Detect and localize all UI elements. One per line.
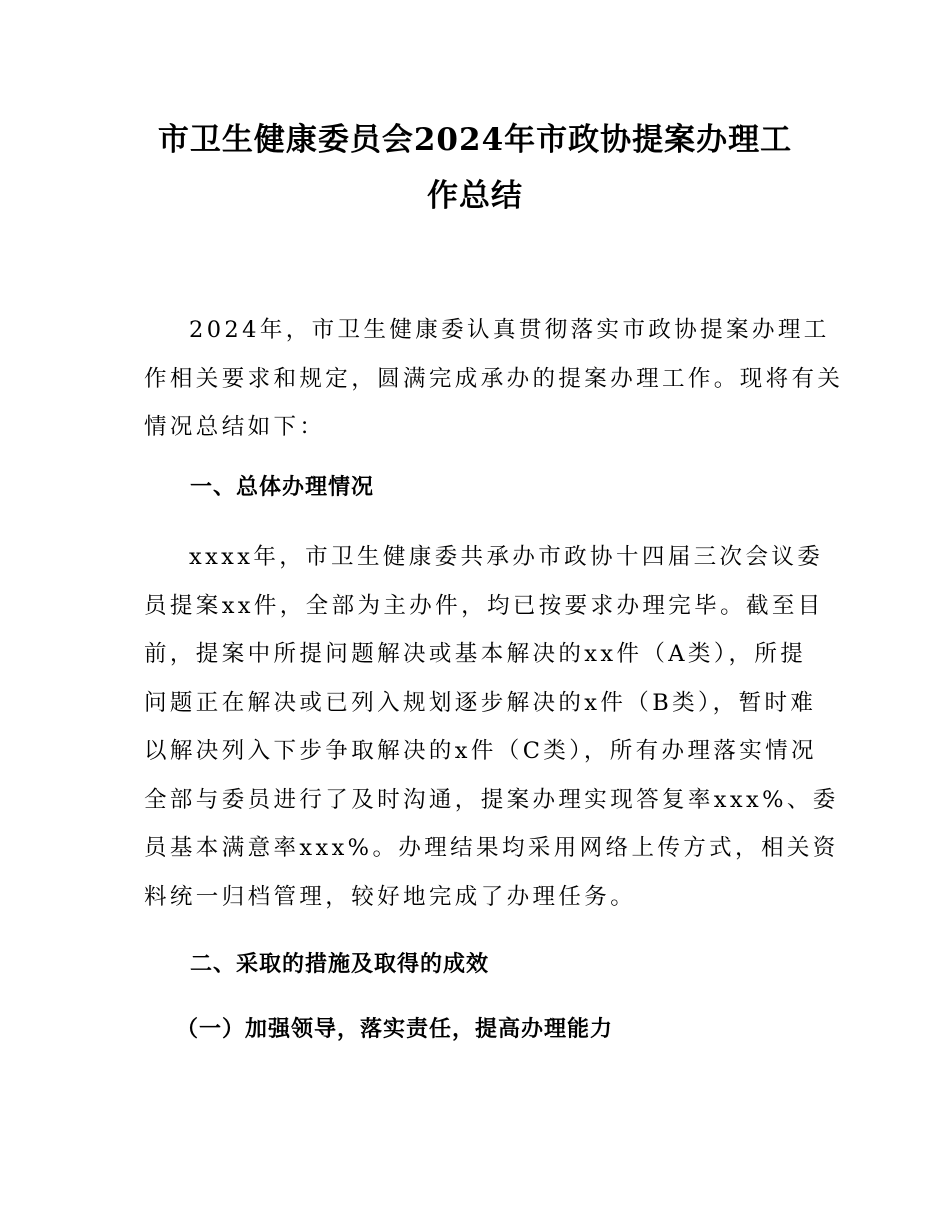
paragraph-line: 全部与委员进行了及时沟通，提案办理实现答复率xxx%、委 xyxy=(144,786,839,813)
document-title xyxy=(120,112,830,224)
paragraph-line: 2024年，市卫生健康委认真贯彻落实市政协提案办理工 xyxy=(189,317,830,343)
title-line: 作总结 xyxy=(427,178,523,214)
paragraph-line: 问题正在解决或已列入规划逐步解决的x件（B类），暂时难 xyxy=(144,689,817,716)
subsection-heading-leadership: （一）加强领导，落实责任，提高办理能力 xyxy=(176,1017,614,1042)
paragraph-line: 员基本满意率xxx%。办理结果均采用网络上传方式，相关资 xyxy=(144,835,839,861)
section-heading-measures: 二、采取的措施及取得的成效 xyxy=(190,952,490,977)
paragraph-line: 前，提案中所提问题解决或基本解决的xx件（A类），所提 xyxy=(144,641,807,667)
paragraph-line: 料统一归档管理，较好地完成了办理任务。 xyxy=(144,883,637,910)
intro-paragraph xyxy=(144,306,844,452)
title-line: 市卫生健康委员会2024年市政协提案办理工 xyxy=(157,122,793,158)
paragraph-line: xxxx年，市卫生健康委共承办市政协十四届三次会议委 xyxy=(189,544,824,570)
paragraph-line: 以解决列入下步争取解决的x件（C类），所有办理落实情况 xyxy=(144,738,817,764)
section-heading-overall: 一、总体办理情况 xyxy=(190,475,375,500)
paragraph-line: 员提案xx件，全部为主办件，均已按要求办理完毕。截至目 xyxy=(144,592,824,619)
paragraph-line: 作相关要求和规定，圆满完成承办的提案办理工作。现将有关 xyxy=(144,365,844,392)
paragraph-line: 情况总结如下： xyxy=(144,414,326,440)
overall-paragraph xyxy=(144,533,839,921)
